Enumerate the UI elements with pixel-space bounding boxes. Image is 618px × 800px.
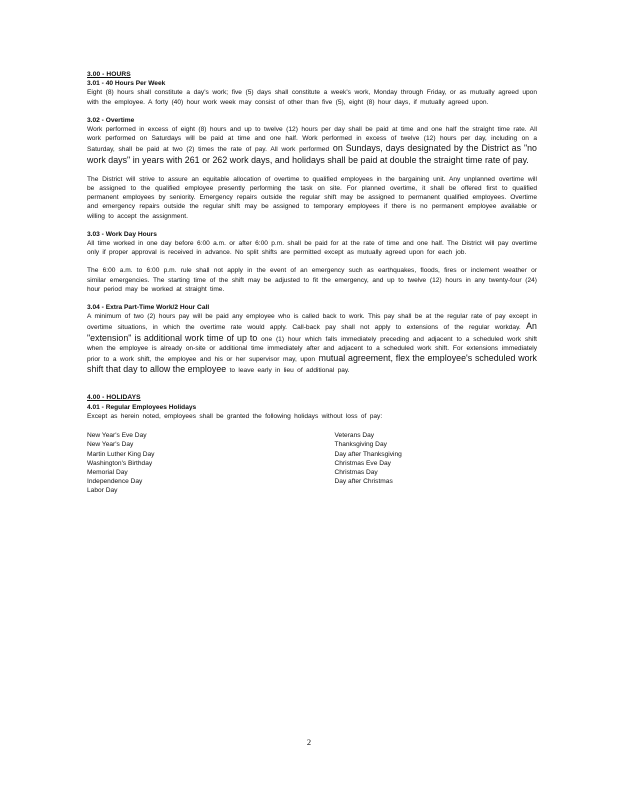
- holiday-item: New Year's Day: [87, 441, 134, 449]
- holiday-item: Day after Christmas: [334, 478, 393, 486]
- holiday-item: Thanksgiving Day: [334, 441, 387, 449]
- paragraph-3-02-part-a: Work performed in excess of eight (8) hours and up to twelve (12) hours per day shall be paid at time and one half the straight time rate. All work performed on Saturdays will be paid at time and one half. Work performed in excess of twelve (12) hours per day, including on a Saturday, shall be paid at two (2) times the rate of pay. All work performed: [87, 126, 537, 154]
- holiday-list-right: [310, 431, 538, 495]
- paragraph-3-04-part-e: to leave early in lieu of additional pay.: [229, 367, 350, 375]
- section-title-3-03: 3.03 - Work Day Hours: [87, 230, 157, 238]
- page-number: 2: [306, 737, 312, 747]
- document-body: [87, 70, 537, 496]
- holiday-list: [87, 431, 537, 495]
- holiday-item: Christmas Eve Day: [334, 459, 391, 467]
- section-title-3-02: 3.02 - Overtime: [87, 116, 135, 124]
- paragraph-3-04-part-c: one (1) hour which falls immediately preceding and adjacent to a scheduled work shift when the employee is already on-site or additional time immediately after and adjacent to a scheduled work shift. For extensions immediately prior to a work shift, the employee and his or her supervisor may, upon: [87, 335, 537, 364]
- holiday-item: New Year's Eve Day: [87, 432, 147, 440]
- holiday-item: Veterans Day: [334, 432, 375, 440]
- paragraph-3-04-part-a: A minimum of two (2) hours pay will be paid any employee who is called back to work. This pay shall be at the regular rate of pay except in overtime situations, in which the overtime rate would apply. Call-back pay shall not apply to extensions of the regular workday.: [87, 313, 537, 332]
- paragraph-3-04: [87, 312, 537, 375]
- holiday-item: Martin Luther King Day: [87, 450, 155, 458]
- paragraph-3-02: [87, 125, 537, 166]
- holiday-item: Christmas Day: [334, 468, 378, 476]
- paragraph-3-02-allocation: The District will strive to assure an equitable allocation of overtime to qualified employees in the bargaining unit. Any unplanned overtime will be assigned to the qualified employee presently performing the task on site. For planned overtime, it shall be offered first to qualified permanent employees by seniority. Emergency repairs outside the regular shift may be assigned to permanent qualified employees. Overtime and emergency repairs outside the regular shift may be assigned to temporary employees if there is no permanent employee available or willing to accept the assignment.: [87, 175, 537, 220]
- holiday-list-left: [87, 431, 303, 495]
- section-title-4-01: 4.01 - Regular Employees Holidays: [87, 403, 197, 411]
- paragraph-3-04-part-b: An "extension" is additional work time of up to: [87, 321, 537, 343]
- holiday-item: Independence Day: [87, 478, 143, 486]
- section-title-3-01: 3.01 - 40 Hours Per Week: [87, 80, 166, 88]
- paragraph-3-03: All time worked in one day before 6:00 a.m. or after 6:00 p.m. shall be paid for at the rate of time and one half. The District will pay overtime only if proper approval is received in advance. No split shifts are permitted except as mutually agreed upon for each job.: [87, 240, 537, 257]
- holiday-item: Washington's Birthday: [87, 459, 153, 467]
- paragraph-4-01: Except as herein noted, employees shall be granted the following holidays without loss of pay:: [87, 412, 383, 420]
- paragraph-3-03-emergency: The 6:00 a.m. to 6:00 p.m. rule shall not apply in the event of an emergency such as earthquakes, floods, fires or inclement weather or similar emergencies. The starting time of the shift may be adjusted to fit the emergency, and up to twelve (12) hours in any twenty-four (24) hour period may be worked at straight time.: [87, 267, 537, 293]
- section-title-3-04: 3.04 - Extra Part-Time Work/2 Hour Call: [87, 304, 210, 312]
- paragraph-3-02-part-b: on Sundays, days designated by the District as "no work days" in years with 261 or 262 work days, and holidays shall be paid at double the straight time rate of pay.: [87, 143, 537, 165]
- section-heading-hours: 3.00 - HOURS: [87, 71, 131, 78]
- section-heading-holidays: 4.00 - HOLIDAYS: [87, 394, 141, 402]
- paragraph-3-04-part-d: mutual agreement, flex the employee's scheduled work shift that day to allow the employee: [87, 353, 537, 375]
- paragraph-3-01: Eight (8) hours shall constitute a day's work; five (5) days shall constitute a week's work, Monday through Friday, or as mutually agreed upon with the employee. A forty (40) hour work week may consist of other than five (5), eight (8) hour days, if mutually agreed upon.: [87, 89, 537, 106]
- holiday-item: Labor Day: [87, 487, 118, 495]
- holiday-item: Memorial Day: [87, 468, 128, 476]
- holiday-item: Day after Thanksgiving: [334, 450, 402, 458]
